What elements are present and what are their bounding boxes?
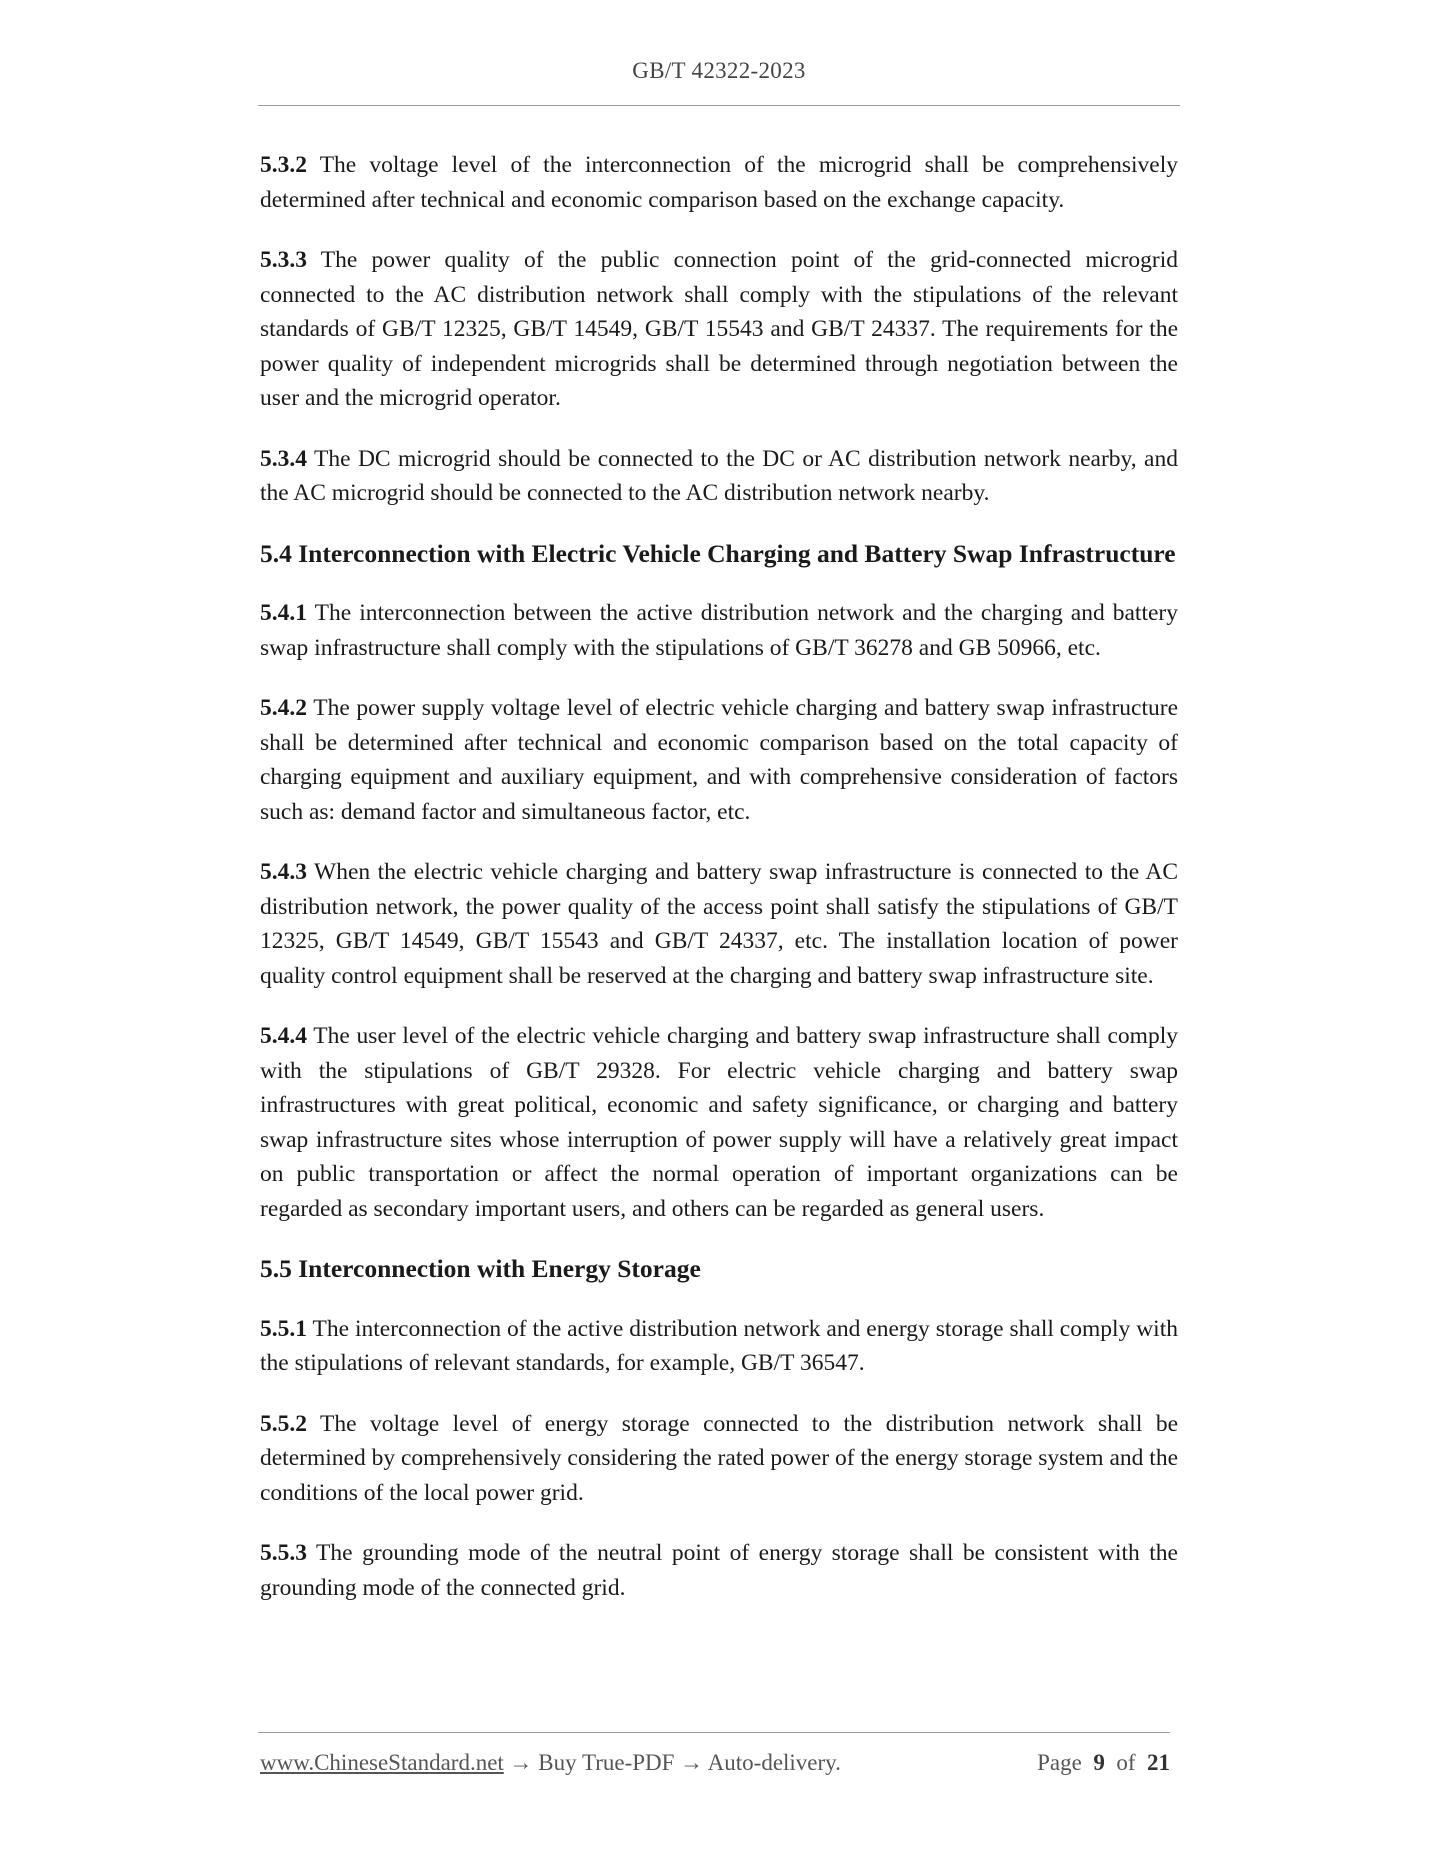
clause-number: 5.5.2 — [260, 1410, 307, 1437]
clause-text: The voltage level of energy storage connected to the distribution network shall be determined by comprehensively considering the rated power of the energy storage system and the conditions of the local power grid. — [260, 1410, 1178, 1506]
clause-number: 5.4.3 — [260, 859, 307, 885]
clause-number: 5.5.1 — [260, 1315, 307, 1342]
clause-text: The power quality of the public connection point of the grid-connected microgrid connected to the AC distribution network shall comply with the stipulations of the relevant standards of GB/T 12325, GB/T 14549, GB/T 15543 and GB/T 24337. The requirements for the power quality of independent microgrids shall be determined through negotiation between the user and the microgrid operator. — [260, 247, 1178, 411]
footer-divider — [258, 1732, 1170, 1733]
clause-number: 5.5.3 — [260, 1540, 307, 1566]
clause-5-4-2 — [260, 691, 1178, 829]
clause-number: 5.3.3 — [260, 247, 307, 273]
document-code-header: GB/T 42322-2023 — [632, 58, 806, 83]
clause-text: The interconnection between the active distribution network and the charging and battery swap infrastructure shall comply with the stipulations of GB/T 36278 and GB 50966, etc. — [260, 600, 1178, 661]
clause-5-5-2 — [260, 1407, 1178, 1511]
clause-5-4-3 — [260, 855, 1178, 993]
page-label: Page — [1037, 1750, 1082, 1775]
clause-number: 5.3.4 — [260, 445, 307, 472]
clause-5-3-3 — [260, 243, 1178, 416]
clause-text: The voltage level of the interconnection of the microgrid shall be comprehensively determined after technical and economic comparison based on the exchange capacity. — [260, 152, 1178, 213]
header-divider — [258, 105, 1180, 106]
clause-text: The grounding mode of the neutral point of energy storage shall be consistent with the grounding mode of the connected grid. — [260, 1540, 1178, 1601]
clause-number: 5.4.2 — [260, 695, 307, 721]
clause-5-4-4 — [260, 1019, 1178, 1226]
current-page-number: 9 — [1093, 1750, 1105, 1775]
total-pages-number: 21 — [1147, 1750, 1170, 1775]
clause-number: 5.4.4 — [260, 1023, 307, 1049]
clause-5-4-1 — [260, 596, 1178, 665]
clause-5-3-2 — [260, 148, 1178, 217]
clause-text: The interconnection of the active distribution network and energy storage shall comply with the stipulations of relevant standards, for example, GB/T 36547. — [260, 1315, 1178, 1376]
clause-text: When the electric vehicle charging and battery swap infrastructure is connected to the AC distribution network, the power quality of the access point shall satisfy the stipulations of GB/T 12325, GB/T 14549, GB/T 15543 and GB/T 24337, etc. The installation location of power quality control equipment shall be reserved at the charging and battery swap infrastructure site. — [260, 859, 1178, 989]
page-indicator — [1037, 1750, 1170, 1776]
clause-text: The power supply voltage level of electric vehicle charging and battery swap infrastructure shall be determined after technical and economic comparison based on the total capacity of charging equipment and auxiliary equipment, and with comprehensive consideration of factors such as: demand factor and simultaneous factor, etc. — [260, 695, 1178, 825]
website-link[interactable]: www.ChineseStandard.net — [260, 1750, 504, 1775]
clause-5-3-4 — [260, 442, 1178, 511]
page-content — [260, 148, 1178, 1631]
footer-promo — [260, 1750, 841, 1776]
clause-text: The user level of the electric vehicle charging and battery swap infrastructure shall comply with the stipulations of GB/T 29328. For electric vehicle charging and battery swap infrastructures with great political, economic and safety significance, or charging and battery swap infrastructure sites whose interruption of power supply will have a relatively great impact on public transportation or affect the normal operation of important organizations can be regarded as secondary important users, and others can be regarded as general users. — [260, 1023, 1178, 1222]
section-heading-5-4: 5.4 Interconnection with Electric Vehicle Charging and Battery Swap Infrastructure — [260, 538, 1176, 568]
clause-number: 5.4.1 — [260, 600, 307, 626]
section-heading-5-5: 5.5 Interconnection with Energy Storage — [260, 1254, 701, 1283]
footer-promo-text: → Buy True-PDF → Auto-delivery. — [503, 1750, 841, 1775]
clause-5-5-1 — [260, 1312, 1178, 1381]
clause-text: The DC microgrid should be connected to the DC or AC distribution network nearby, and the AC microgrid should be connected to the AC distribution network nearby. — [260, 445, 1178, 506]
clause-number: 5.3.2 — [260, 152, 307, 178]
clause-5-5-3 — [260, 1536, 1178, 1605]
of-label: of — [1116, 1750, 1136, 1775]
